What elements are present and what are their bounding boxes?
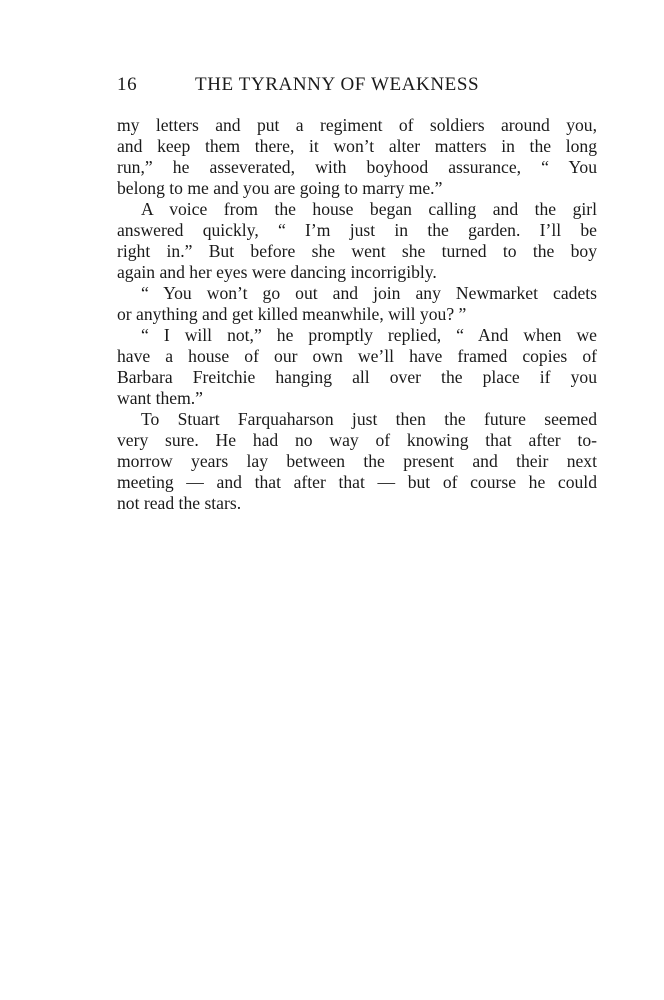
text-line: A voice from the house began calling and the girl [141,199,597,219]
body-text [117,115,597,514]
running-title: THE TYRANNY OF WEAKNESS [195,74,480,95]
text-line: very sure. He had no way of knowing that after to- [117,430,597,450]
text-line: belong to me and you are going to marry me.” [117,178,443,198]
text-line: my letters and put a regiment of soldiers around you, [117,115,597,135]
page-header [117,74,597,98]
text-line: meeting — and that after that — but of course he could [117,472,597,492]
text-line: not read the stars. [117,493,242,513]
text-line: right in.” But before she went she turned to the boy [117,241,597,261]
text-line: run,” he asseverated, with boyhood assurance, “ You [117,157,597,177]
text-line: or anything and get killed meanwhile, will you? ” [117,304,467,324]
text-line: morrow years lay between the present and their next [117,451,597,471]
text-line: again and her eyes were dancing incorrigibly. [117,262,437,282]
text-line: want them.” [117,388,203,408]
text-line: “ You won’t go out and join any Newmarket cadets [141,283,597,303]
text-line: Barbara Freitchie hanging all over the place if you [117,367,597,387]
text-line: answered quickly, “ I’m just in the garden. I’ll be [117,220,597,240]
text-line: have a house of our own we’ll have framed copies of [117,346,597,366]
text-line: and keep them there, it won’t alter matters in the long [117,136,597,156]
page-number: 16 [117,74,138,95]
text-line: To Stuart Farquaharson just then the future seemed [141,409,597,429]
text-line: “ I will not,” he promptly replied, “ And when we [141,325,597,345]
